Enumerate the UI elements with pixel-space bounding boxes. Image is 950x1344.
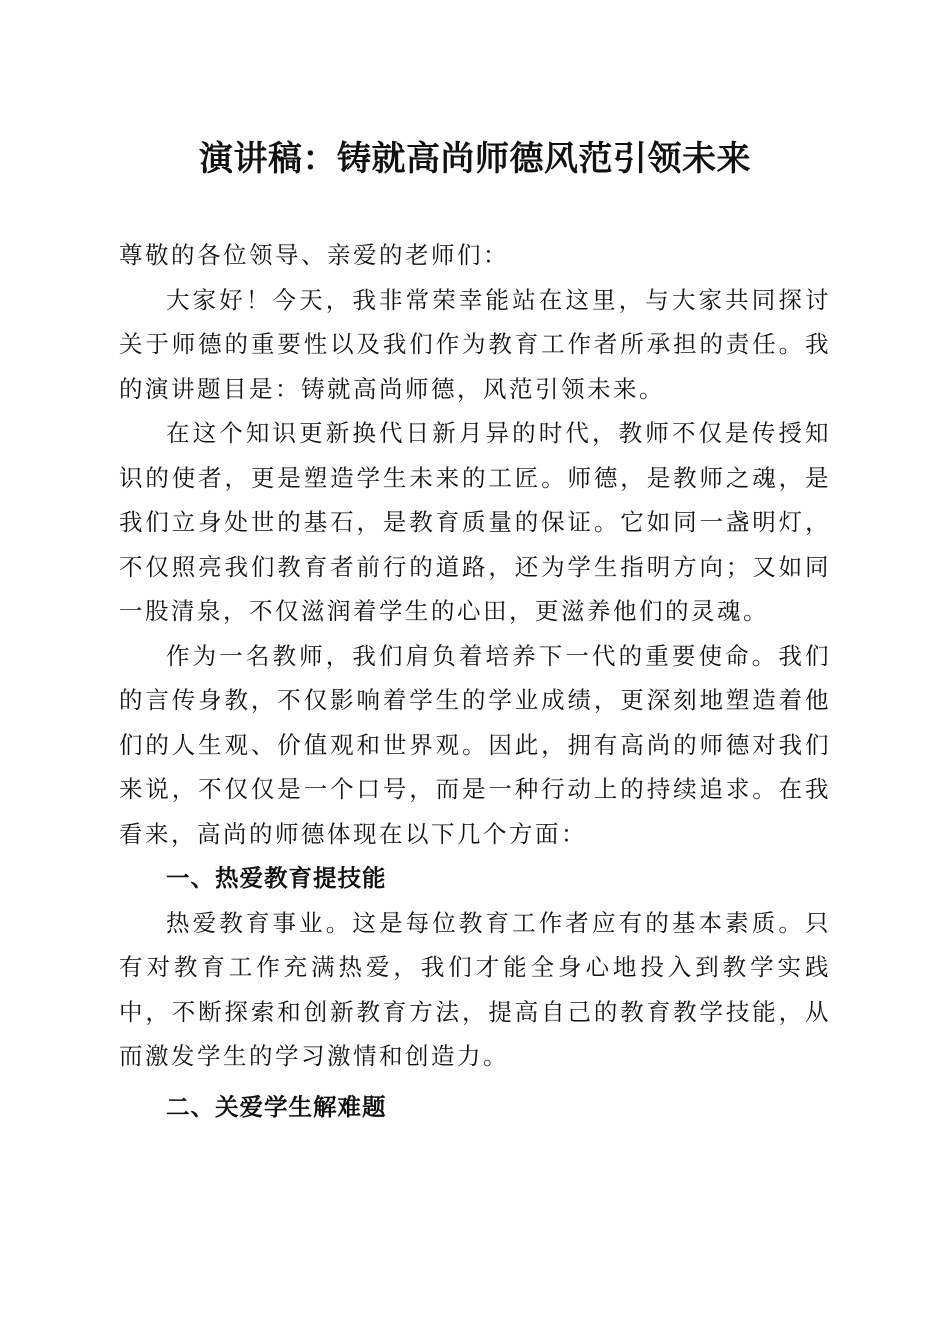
- paragraph-greeting: 大家好！今天，我非常荣幸能站在这里，与大家共同探讨关于师德的重要性以及我们作为教育工作者所承担的责任。我的演讲题目是：铸就高尚师德，风范引领未来。: [119, 285, 831, 403]
- document-body: [119, 233, 831, 1129]
- salutation: 尊敬的各位领导、亲爱的老师们：: [119, 241, 509, 269]
- paragraph-era: 在这个知识更新换代日新月异的时代，教师不仅是传授知识的使者，更是塑造学生未来的工匠。师德，是教师之魂，是我们立身处世的基石，是教育质量的保证。它如同一盏明灯，不仅照亮我们教育者前行的道路，还为学生指明方向；又如同一股清泉，不仅滋润着学生的心田，更滋养他们的灵魂。: [119, 419, 831, 625]
- section-two-heading: 二、关爱学生解难题: [166, 1092, 387, 1121]
- paragraph-mission: 作为一名教师，我们肩负着培养下一代的重要使命。我们的言传身教，不仅影响着学生的学业成绩，更深刻地塑造着他们的人生观、价值观和世界观。因此，拥有高尚的师德对我们来说，不仅仅是一个口号，而是一种行动上的持续追求。在我看来，高尚的师德体现在以下几个方面：: [119, 641, 831, 848]
- section-one-heading: 一、热爱教育提技能: [166, 864, 387, 892]
- document-title: 演讲稿：铸就高尚师德风范引领未来: [199, 139, 751, 179]
- section-one-paragraph: 热爱教育事业。这是每位教育工作者应有的基本素质。只有对教育工作充满热爱，我们才能全身心地投入到教学实践中，不断探索和创新教育方法，提高自己的教育教学技能，从而激发学生的学习激情和创造力。: [119, 908, 831, 1070]
